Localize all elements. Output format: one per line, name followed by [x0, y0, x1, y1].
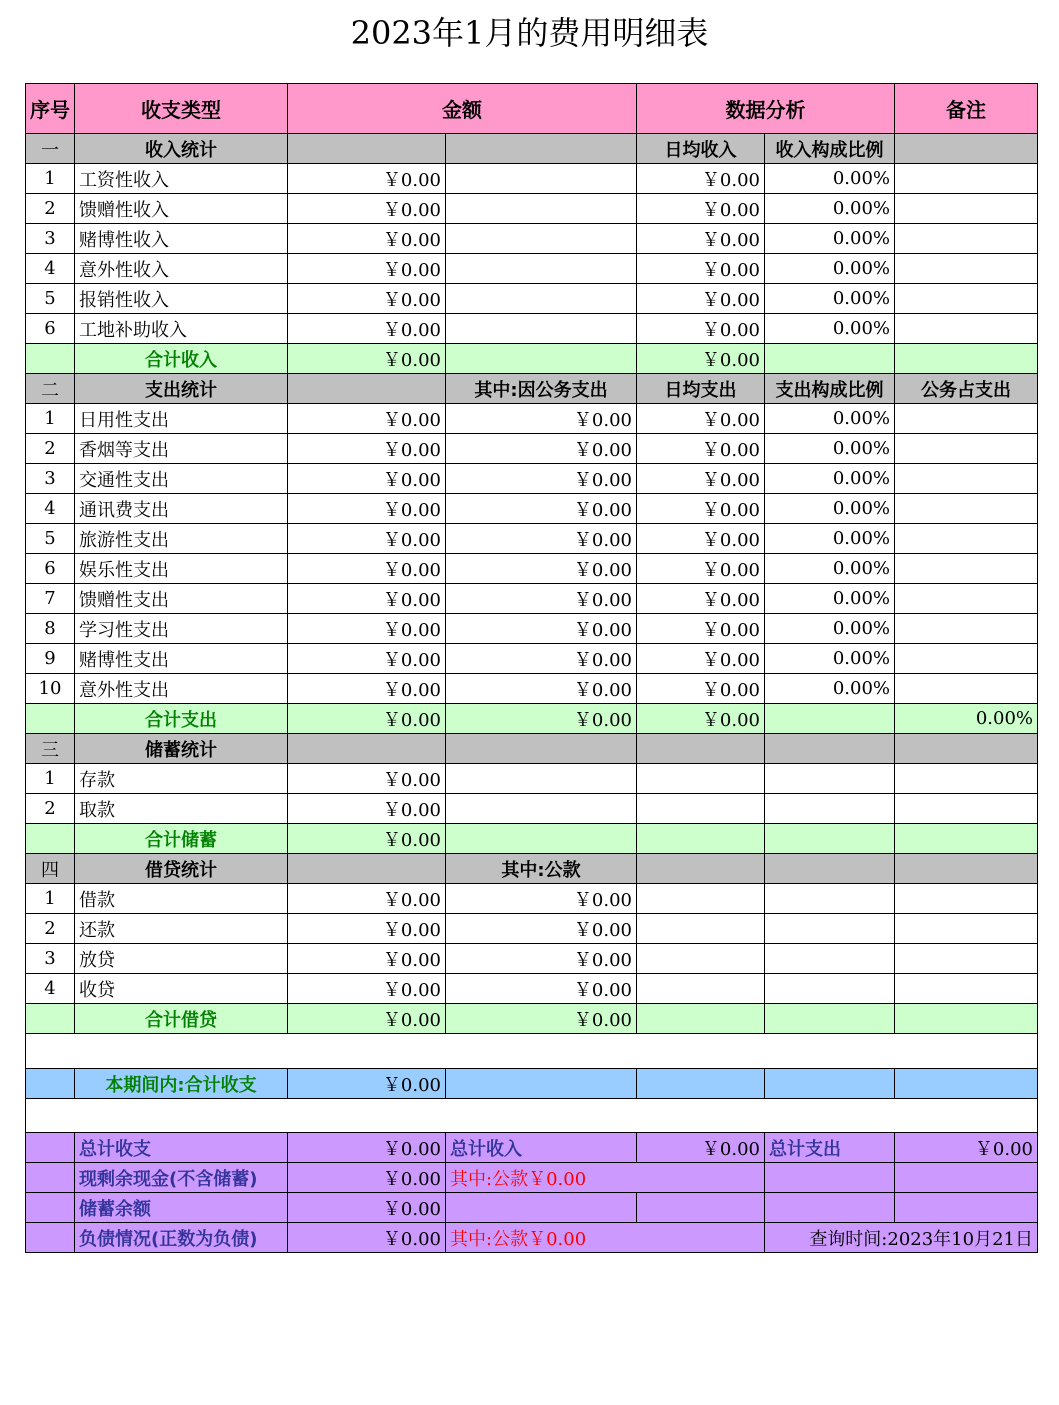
cell-amount: ￥0.00 [288, 494, 446, 524]
cell-name: 香烟等支出 [75, 434, 288, 464]
cell [895, 164, 1038, 194]
table-row [26, 674, 1038, 704]
cell-no: 10 [26, 674, 75, 704]
cell [26, 704, 75, 734]
cell [26, 1069, 75, 1099]
cell-amount: ￥0.00 [288, 434, 446, 464]
table-row [26, 434, 1038, 464]
loans-public-header: 其中:公款 [446, 854, 637, 884]
cell-amount: ￥0.00 [288, 194, 446, 224]
cell [895, 854, 1038, 884]
table-row [26, 524, 1038, 554]
table-row [26, 884, 1038, 914]
cell [637, 1004, 765, 1034]
cell-official: ￥0.00 [446, 464, 637, 494]
cell-daily: ￥0.00 [637, 674, 765, 704]
cell-daily: ￥0.00 [637, 224, 765, 254]
cell [895, 1193, 1038, 1223]
cell-no: 4 [26, 494, 75, 524]
cell [895, 794, 1038, 824]
summary-cash-label: 现剩余现金(不含储蓄) [75, 1163, 288, 1193]
section-no: 三 [26, 734, 75, 764]
cell [895, 614, 1038, 644]
cell-amount: ￥0.00 [288, 944, 446, 974]
cell [446, 134, 637, 164]
cell-name: 旅游性支出 [75, 524, 288, 554]
summary-debt-public: 其中:公款￥0.00 [446, 1223, 765, 1253]
cell-name: 收贷 [75, 974, 288, 1004]
summary-total-amount: ￥0.00 [288, 1133, 446, 1163]
cell-no: 8 [26, 614, 75, 644]
cell-daily: ￥0.00 [637, 464, 765, 494]
summary-income-amount: ￥0.00 [637, 1133, 765, 1163]
total-public: ￥0.00 [446, 1004, 637, 1034]
summary-cash-amount: ￥0.00 [288, 1163, 446, 1193]
cell [895, 524, 1038, 554]
cell-name: 意外性支出 [75, 674, 288, 704]
table-row [26, 164, 1038, 194]
cell [446, 344, 637, 374]
cell-daily: ￥0.00 [637, 254, 765, 284]
cell [765, 884, 895, 914]
cell [26, 1133, 75, 1163]
cell [765, 944, 895, 974]
total-daily: ￥0.00 [637, 344, 765, 374]
cell-ratio: 0.00% [765, 674, 895, 704]
cell-amount: ￥0.00 [288, 674, 446, 704]
cell-amount: ￥0.00 [288, 464, 446, 494]
summary-expense-label: 总计支出 [765, 1133, 895, 1163]
table-row [26, 224, 1038, 254]
expense-section-row [26, 374, 1038, 404]
cell [895, 464, 1038, 494]
cell-ratio: 0.00% [765, 434, 895, 464]
summary-cash-public: 其中:公款￥0.00 [446, 1163, 765, 1193]
cell-no: 2 [26, 434, 75, 464]
cell-no: 6 [26, 314, 75, 344]
cell [895, 884, 1038, 914]
cell [288, 854, 446, 884]
cell-name: 交通性支出 [75, 464, 288, 494]
page-title: 2023年1月的费用明细表 [350, 14, 709, 52]
table-row [26, 974, 1038, 1004]
table-row [26, 794, 1038, 824]
cell [637, 974, 765, 1004]
cell-no: 3 [26, 464, 75, 494]
summary-debt-row [26, 1223, 1038, 1253]
cell-amount: ￥0.00 [288, 224, 446, 254]
cell [637, 854, 765, 884]
expense-official-header: 其中:因公务支出 [446, 374, 637, 404]
cell-official: ￥0.00 [446, 554, 637, 584]
cell-no: 3 [26, 224, 75, 254]
cell-official: ￥0.00 [446, 614, 637, 644]
cell-amount: ￥0.00 [288, 974, 446, 1004]
cell [895, 584, 1038, 614]
table-row [26, 944, 1038, 974]
cell [895, 1004, 1038, 1034]
cell [288, 374, 446, 404]
cell-amount: ￥0.00 [288, 584, 446, 614]
summary-expense-amount: ￥0.00 [895, 1133, 1038, 1163]
cell-daily: ￥0.00 [637, 434, 765, 464]
loans-total-row [26, 1004, 1038, 1034]
cell-ratio: 0.00% [765, 314, 895, 344]
cell-name: 放贷 [75, 944, 288, 974]
summary-income-label: 总计收入 [446, 1133, 637, 1163]
cell [765, 794, 895, 824]
section-no: 一 [26, 134, 75, 164]
section-label: 储蓄统计 [75, 734, 288, 764]
cell-ratio: 0.00% [765, 194, 895, 224]
total-official: ￥0.00 [446, 704, 637, 734]
table-row [26, 194, 1038, 224]
cell-daily: ￥0.00 [637, 554, 765, 584]
cell-name: 日用性支出 [75, 404, 288, 434]
total-official-ratio: 0.00% [895, 704, 1038, 734]
cell-public: ￥0.00 [446, 974, 637, 1004]
total-amount: ￥0.00 [288, 1004, 446, 1034]
cell-amount: ￥0.00 [288, 314, 446, 344]
cell-name: 学习性支出 [75, 614, 288, 644]
period-label: 本期间内:合计收支 [75, 1069, 288, 1099]
cell-daily: ￥0.00 [637, 194, 765, 224]
cell [895, 1069, 1038, 1099]
cell [895, 314, 1038, 344]
table-row [26, 764, 1038, 794]
cell-daily: ￥0.00 [637, 614, 765, 644]
cell-no: 1 [26, 404, 75, 434]
cell [637, 1069, 765, 1099]
section-label: 支出统计 [75, 374, 288, 404]
cell-amount: ￥0.00 [288, 554, 446, 584]
cell [765, 704, 895, 734]
cell [637, 764, 765, 794]
table-row [26, 614, 1038, 644]
cell-ratio: 0.00% [765, 164, 895, 194]
section-no: 四 [26, 854, 75, 884]
cell-ratio: 0.00% [765, 554, 895, 584]
cell-official: ￥0.00 [446, 494, 637, 524]
cell [26, 1163, 75, 1193]
cell-no: 1 [26, 884, 75, 914]
cell-public: ￥0.00 [446, 884, 637, 914]
cell-amount: ￥0.00 [288, 644, 446, 674]
cell [895, 224, 1038, 254]
cell [26, 1223, 75, 1253]
total-label: 合计储蓄 [75, 824, 288, 854]
cell [765, 1069, 895, 1099]
cell-official: ￥0.00 [446, 644, 637, 674]
cell [446, 224, 637, 254]
period-total-row [26, 1069, 1038, 1099]
expense-sheet [25, 83, 1038, 1253]
cell [895, 674, 1038, 704]
summary-total-label: 总计收支 [75, 1133, 288, 1163]
cell-daily: ￥0.00 [637, 284, 765, 314]
cell-amount: ￥0.00 [288, 794, 446, 824]
cell-name: 通讯费支出 [75, 494, 288, 524]
cell-ratio: 0.00% [765, 284, 895, 314]
summary-debt-label: 负债情况(正数为负债) [75, 1223, 288, 1253]
cell [446, 254, 637, 284]
cell [895, 764, 1038, 794]
cell [446, 194, 637, 224]
cell [765, 764, 895, 794]
cell-daily: ￥0.00 [637, 584, 765, 614]
cell-ratio: 0.00% [765, 404, 895, 434]
cell-no: 2 [26, 194, 75, 224]
summary-cash-row [26, 1163, 1038, 1193]
cell [446, 164, 637, 194]
cell [895, 344, 1038, 374]
table-row [26, 464, 1038, 494]
cell-ratio: 0.00% [765, 614, 895, 644]
savings-total-row [26, 824, 1038, 854]
cell-name: 借款 [75, 884, 288, 914]
cell-official: ￥0.00 [446, 434, 637, 464]
cell-public: ￥0.00 [446, 944, 637, 974]
cell [765, 344, 895, 374]
cell-no: 1 [26, 764, 75, 794]
cell [895, 824, 1038, 854]
cell-ratio: 0.00% [765, 584, 895, 614]
cell-ratio: 0.00% [765, 254, 895, 284]
cell-amount: ￥0.00 [288, 284, 446, 314]
cell-official: ￥0.00 [446, 404, 637, 434]
cell [765, 1163, 895, 1193]
cell [895, 914, 1038, 944]
cell-name: 意外性收入 [75, 254, 288, 284]
header-type: 收支类型 [75, 84, 288, 134]
header-no: 序号 [26, 84, 75, 134]
cell [895, 194, 1038, 224]
cell-name: 赌博性支出 [75, 644, 288, 674]
table-row [26, 644, 1038, 674]
section-label: 收入统计 [75, 134, 288, 164]
cell [637, 794, 765, 824]
cell-amount: ￥0.00 [288, 614, 446, 644]
expense-ratio-header: 支出构成比例 [765, 374, 895, 404]
table-row [26, 914, 1038, 944]
total-label: 合计借贷 [75, 1004, 288, 1034]
cell-name: 娱乐性支出 [75, 554, 288, 584]
cell [895, 554, 1038, 584]
cell-name: 赌博性收入 [75, 224, 288, 254]
cell-daily: ￥0.00 [637, 524, 765, 554]
cell [765, 824, 895, 854]
cell-amount: ￥0.00 [288, 914, 446, 944]
query-time: 查询时间:2023年10月21日 [765, 1223, 1038, 1253]
cell-amount: ￥0.00 [288, 254, 446, 284]
income-section-row [26, 134, 1038, 164]
total-daily: ￥0.00 [637, 704, 765, 734]
cell-name: 存款 [75, 764, 288, 794]
cell [446, 1069, 637, 1099]
cell-name: 工地补助收入 [75, 314, 288, 344]
table-row [26, 254, 1038, 284]
spacer-row [26, 1034, 1038, 1069]
cell-official: ￥0.00 [446, 524, 637, 554]
expense-total-row [26, 704, 1038, 734]
summary-debt-amount: ￥0.00 [288, 1223, 446, 1253]
cell [765, 1004, 895, 1034]
cell-no: 6 [26, 554, 75, 584]
cell-daily: ￥0.00 [637, 494, 765, 524]
total-amount: ￥0.00 [288, 704, 446, 734]
summary-total-row [26, 1133, 1038, 1163]
table-row [26, 494, 1038, 524]
cell [446, 794, 637, 824]
cell-daily: ￥0.00 [637, 644, 765, 674]
cell [895, 254, 1038, 284]
cell [637, 1193, 765, 1223]
cell [637, 944, 765, 974]
cell-public: ￥0.00 [446, 914, 637, 944]
cell [895, 404, 1038, 434]
cell-official: ￥0.00 [446, 674, 637, 704]
cell [895, 494, 1038, 524]
cell-official: ￥0.00 [446, 584, 637, 614]
cell-name: 报销性收入 [75, 284, 288, 314]
cell [895, 1163, 1038, 1193]
cell [895, 734, 1038, 764]
header-analysis: 数据分析 [637, 84, 895, 134]
cell-no: 5 [26, 284, 75, 314]
header-row [26, 84, 1038, 134]
cell-name: 取款 [75, 794, 288, 824]
cell [446, 734, 637, 764]
cell [765, 734, 895, 764]
cell [26, 344, 75, 374]
spacer-row [26, 1099, 1038, 1133]
expense-official-ratio-header: 公务占支出 [895, 374, 1038, 404]
cell-no: 2 [26, 914, 75, 944]
cell [637, 734, 765, 764]
cell [446, 764, 637, 794]
table-row [26, 284, 1038, 314]
cell-no: 2 [26, 794, 75, 824]
summary-savings-row [26, 1193, 1038, 1223]
cell-amount: ￥0.00 [288, 164, 446, 194]
cell-name: 馈赠性支出 [75, 584, 288, 614]
cell-ratio: 0.00% [765, 494, 895, 524]
cell [446, 824, 637, 854]
table-row [26, 584, 1038, 614]
cell-no: 4 [26, 254, 75, 284]
table-row [26, 404, 1038, 434]
cell [895, 974, 1038, 1004]
cell-name: 还款 [75, 914, 288, 944]
cell [895, 434, 1038, 464]
cell-amount: ￥0.00 [288, 884, 446, 914]
cell [26, 824, 75, 854]
cell [288, 134, 446, 164]
cell [637, 914, 765, 944]
total-amount: ￥0.00 [288, 344, 446, 374]
cell [26, 1034, 1038, 1069]
cell-name: 馈赠性收入 [75, 194, 288, 224]
cell-no: 9 [26, 644, 75, 674]
cell [895, 644, 1038, 674]
cell [895, 944, 1038, 974]
cell [637, 824, 765, 854]
cell [446, 284, 637, 314]
header-remark: 备注 [895, 84, 1038, 134]
cell-amount: ￥0.00 [288, 764, 446, 794]
cell-amount: ￥0.00 [288, 524, 446, 554]
cell-no: 4 [26, 974, 75, 1004]
cell [895, 284, 1038, 314]
total-amount: ￥0.00 [288, 824, 446, 854]
period-amount: ￥0.00 [288, 1069, 446, 1099]
cell [765, 854, 895, 884]
cell-daily: ￥0.00 [637, 314, 765, 344]
cell-no: 1 [26, 164, 75, 194]
cell-name: 工资性收入 [75, 164, 288, 194]
cell-ratio: 0.00% [765, 644, 895, 674]
cell [765, 914, 895, 944]
cell [26, 1004, 75, 1034]
savings-section-row [26, 734, 1038, 764]
summary-savings-label: 储蓄余额 [75, 1193, 288, 1223]
cell [26, 1193, 75, 1223]
table-row [26, 554, 1038, 584]
cell [895, 134, 1038, 164]
cell [637, 884, 765, 914]
cell-ratio: 0.00% [765, 524, 895, 554]
section-label: 借贷统计 [75, 854, 288, 884]
income-daily-header: 日均收入 [637, 134, 765, 164]
cell-amount: ￥0.00 [288, 404, 446, 434]
cell [446, 1193, 637, 1223]
cell [765, 1193, 895, 1223]
cell-daily: ￥0.00 [637, 164, 765, 194]
cell [288, 734, 446, 764]
cell-no: 3 [26, 944, 75, 974]
cell [26, 1099, 1038, 1133]
summary-savings-amount: ￥0.00 [288, 1193, 446, 1223]
section-no: 二 [26, 374, 75, 404]
expense-daily-header: 日均支出 [637, 374, 765, 404]
table-row [26, 314, 1038, 344]
cell-no: 7 [26, 584, 75, 614]
cell-no: 5 [26, 524, 75, 554]
income-ratio-header: 收入构成比例 [765, 134, 895, 164]
cell-ratio: 0.00% [765, 224, 895, 254]
total-label: 合计支出 [75, 704, 288, 734]
cell [765, 974, 895, 1004]
total-label: 合计收入 [75, 344, 288, 374]
cell [446, 314, 637, 344]
header-amount: 金额 [288, 84, 637, 134]
income-total-row [26, 344, 1038, 374]
cell-ratio: 0.00% [765, 464, 895, 494]
loans-section-row [26, 854, 1038, 884]
cell-daily: ￥0.00 [637, 404, 765, 434]
